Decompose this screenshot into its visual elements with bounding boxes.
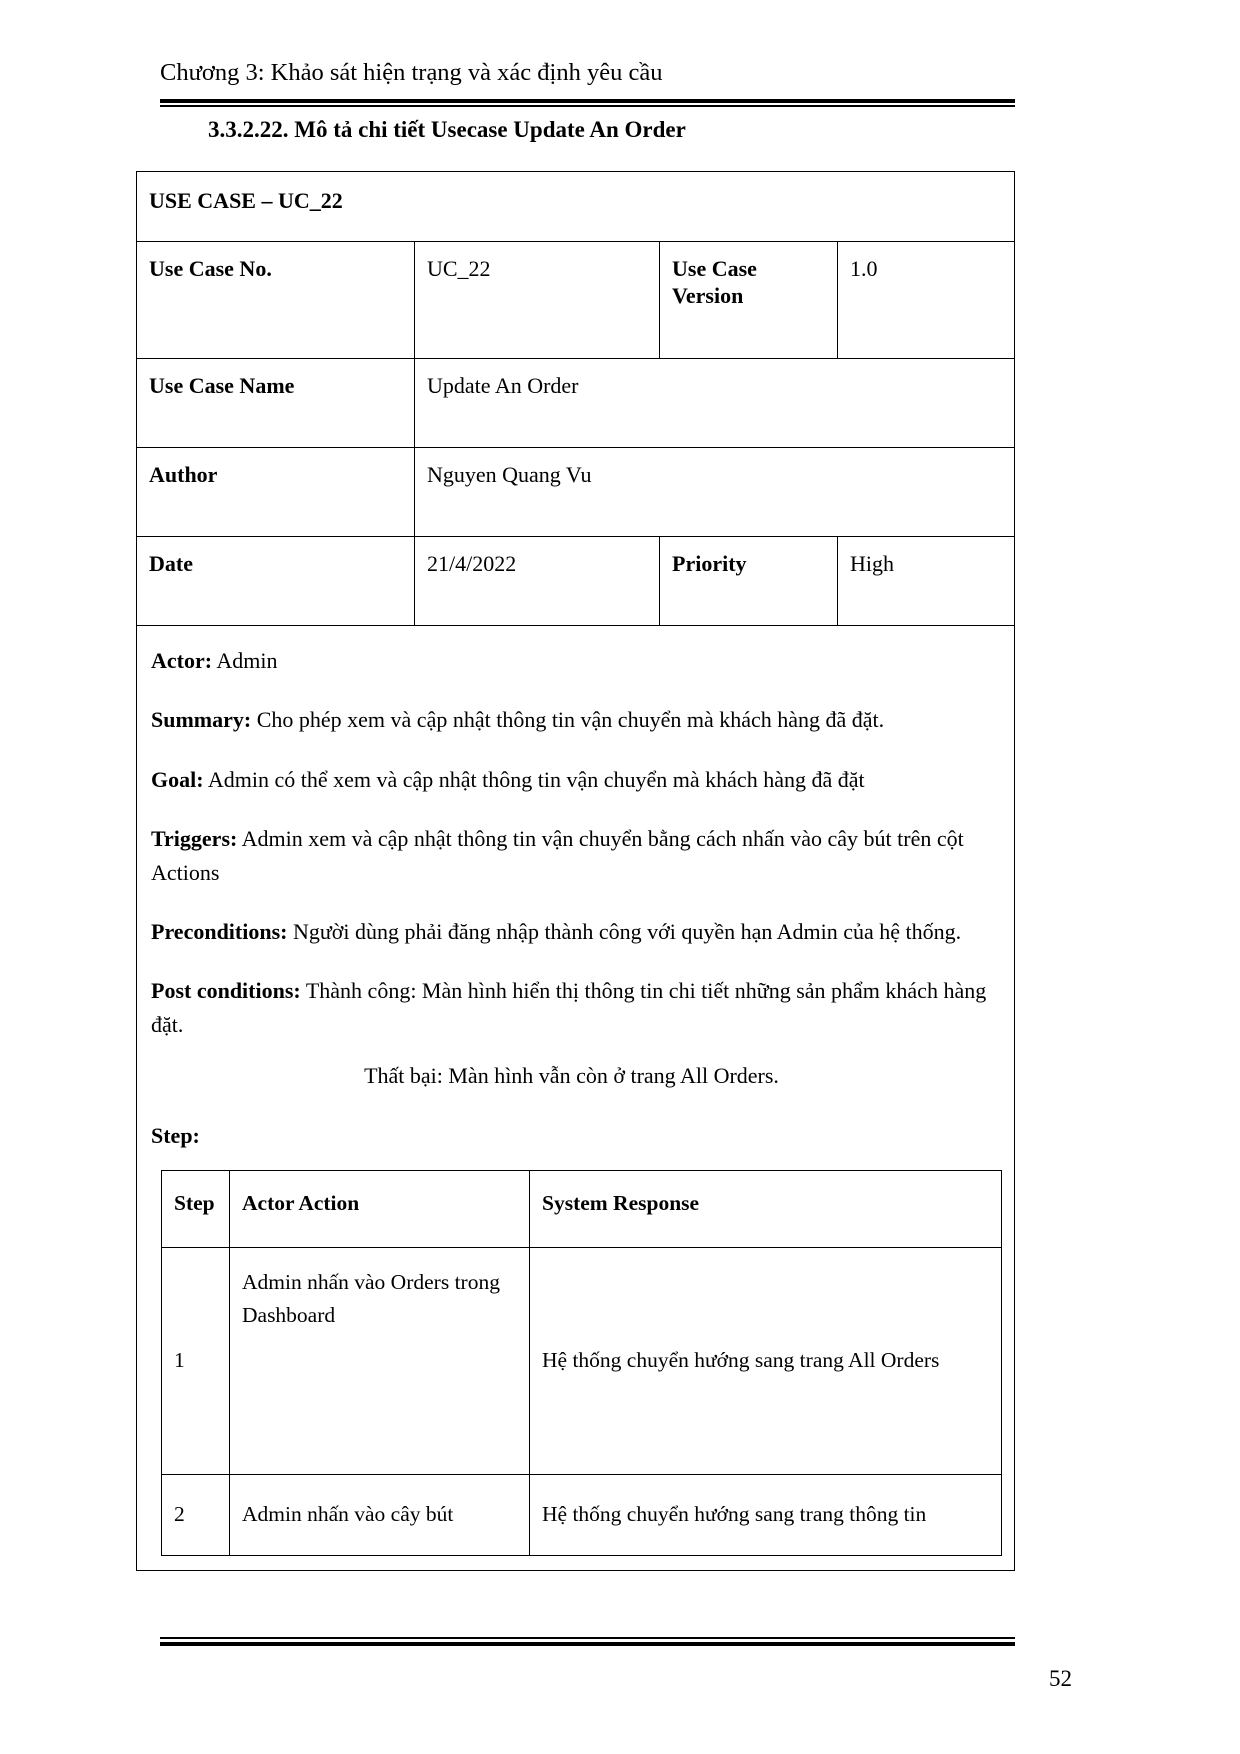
detail-actor [151, 644, 992, 677]
step-column-header-step: Step [162, 1171, 230, 1247]
use-case-version-value: 1.0 [838, 241, 1015, 358]
running-header-text: Chương 3: Khảo sát hiện trạng và xác định yêu cầu [160, 59, 663, 86]
actor-value: Admin [212, 647, 278, 673]
footer-rule [160, 1637, 1015, 1647]
use-case-details-cell [137, 625, 1015, 1570]
header-rule-thick [160, 99, 1015, 103]
footer-rule-thick [160, 1642, 1015, 1646]
step-table-header-row [162, 1171, 1002, 1247]
priority-value: High [838, 536, 1015, 625]
goal-value: Admin có thể xem và cập nhật thông tin vận chuyển mà khách hàng đã đặt [203, 766, 865, 792]
author-value: Nguyen Quang Vu [415, 447, 1015, 536]
use-case-table [136, 171, 1015, 1571]
use-case-no-value: UC_22 [415, 241, 660, 358]
step-actor-action: Admin nhấn vào Orders trong Dashboard [230, 1247, 530, 1474]
step-label: Step: [151, 1122, 200, 1148]
date-label: Date [137, 536, 415, 625]
table-row-use-case-name [137, 358, 1015, 447]
step-number: 2 [162, 1474, 230, 1555]
footer-rule-thin [160, 1637, 1015, 1639]
page-number: 52 [1049, 1666, 1072, 1691]
running-header [160, 58, 1020, 89]
header-rule-thin [160, 105, 1015, 107]
step-column-header-system-response: System Response [530, 1171, 1002, 1247]
triggers-label: Triggers: [151, 826, 238, 852]
step-table [161, 1170, 1002, 1555]
detail-summary [151, 703, 992, 736]
table-row [162, 1474, 1002, 1555]
table-row-title [137, 172, 1015, 242]
step-column-header-actor-action: Actor Action [230, 1171, 530, 1247]
postconditions-value: Thành công: Màn hình hiển thị thông tin chi tiết những sản phẩm khách hàng đặt. [151, 978, 987, 1037]
detail-goal [151, 763, 992, 796]
triggers-value: Admin xem và cập nhật thông tin vận chuyển bằng cách nhấn vào cây bút trên cột Actions [151, 826, 964, 885]
priority-label: Priority [660, 536, 838, 625]
summary-value: Cho phép xem và cập nhật thông tin vận chuyển mà khách hàng đã đặt. [251, 707, 885, 733]
actor-label: Actor: [151, 647, 213, 673]
goal-label: Goal: [151, 766, 204, 792]
use-case-name-label: Use Case Name [137, 358, 415, 447]
step-system-response: Hệ thống chuyển hướng sang trang All Orders [530, 1247, 1002, 1474]
step-system-response: Hệ thống chuyển hướng sang trang thông tin [530, 1474, 1002, 1555]
preconditions-label: Preconditions: [151, 919, 288, 945]
table-row-author [137, 447, 1015, 536]
detail-triggers [151, 822, 992, 889]
detail-postconditions [151, 974, 992, 1041]
table-row [162, 1247, 1002, 1474]
use-case-table-title: USE CASE – UC_22 [137, 172, 1015, 242]
author-label: Author [137, 447, 415, 536]
section-heading: 3.3.2.22. Mô tả chi tiết Usecase Update An Order [208, 117, 686, 142]
header-rule [160, 99, 1015, 107]
use-case-version-label: Use Case Version [660, 241, 838, 358]
step-number: 1 [162, 1247, 230, 1474]
postconditions-label: Post conditions: [151, 978, 301, 1004]
preconditions-value: Người dùng phải đăng nhập thành công với quyền hạn Admin của hệ thống. [287, 919, 962, 945]
summary-label: Summary: [151, 707, 252, 733]
table-row-use-case-no [137, 241, 1015, 358]
use-case-name-value: Update An Order [415, 358, 1015, 447]
step-actor-action: Admin nhấn vào cây bút [230, 1474, 530, 1555]
detail-failure: Thất bại: Màn hình vẫn còn ở trang All Orders. [364, 1063, 779, 1089]
use-case-no-label: Use Case No. [137, 241, 415, 358]
table-row-details [137, 625, 1015, 1570]
date-value: 21/4/2022 [415, 536, 660, 625]
detail-preconditions [151, 915, 992, 948]
table-row-date [137, 536, 1015, 625]
